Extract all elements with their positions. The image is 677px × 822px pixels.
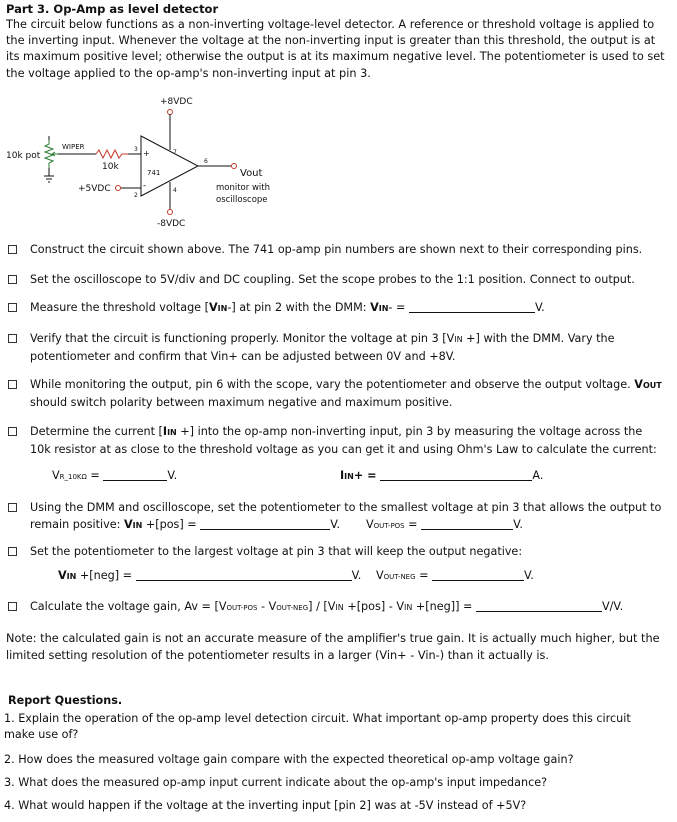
text: +] with the DMM. Vary the potentiometer and confirm that Vin+ can be adjusted between 0V and +8V.: [30, 332, 615, 363]
vcc-pos-terminal: [168, 110, 173, 115]
text: =: [404, 518, 422, 531]
text: V.: [330, 518, 340, 531]
vr-measurement-row: [52, 468, 177, 482]
text: V: [366, 518, 374, 531]
text: V: [370, 301, 379, 314]
pin4-label: 4: [173, 187, 177, 194]
step-text: [30, 423, 666, 458]
text: +[neg] =: [76, 569, 136, 582]
step-text: [30, 598, 666, 617]
checkbox[interactable]: [8, 503, 17, 512]
text: IN: [404, 603, 413, 612]
text: +[pos] =: [142, 518, 201, 531]
text: =: [86, 469, 104, 482]
text: =: [415, 569, 433, 582]
text: R_10KΩ: [59, 473, 87, 481]
intro-paragraph: The circuit below functions as a non-inverting voltage-level detector. A reference or threshold voltage is applied to the inverting input. Whenever the voltage at the non-inverting input is greater than this threshold, the output is at its maximum positive level; otherwise the output is at its maximum negative level. The potentiometer is used to set the voltage applied to the op-amp's non-inverting input at pin 3.: [6, 18, 665, 80]
text: Verify that the circuit is functioning properly. Monitor the voltage at pin 3 [V: [30, 332, 455, 345]
text: Calculate the voltage gain, Av = [V: [30, 600, 227, 613]
text: V: [58, 569, 67, 582]
checkbox[interactable]: [8, 303, 17, 312]
checkbox[interactable]: [8, 275, 17, 284]
answer-blank-gain[interactable]: [476, 599, 602, 612]
checkbox[interactable]: [8, 245, 17, 254]
report-question-1: 1. Explain the operation of the op-amp level detection circuit. What important op-amp property does this circuit make use of?: [4, 712, 631, 741]
text: IN: [344, 472, 354, 481]
ref-terminal: [116, 186, 121, 191]
report-questions-title: Report Questions.: [8, 694, 123, 707]
text: IN: [167, 428, 177, 437]
text: A.: [532, 469, 544, 482]
text: + =: [353, 469, 381, 482]
iin-measurement-row: [340, 468, 543, 482]
text: V: [634, 378, 643, 391]
pin6-label: 6: [204, 158, 208, 165]
opamp-label: 741: [147, 169, 161, 177]
vin-neg-row: [58, 568, 361, 582]
text: IN: [217, 304, 228, 313]
vout-neg-row: [376, 568, 534, 582]
opamp-plus-sign: +: [143, 149, 150, 158]
vout-terminal: [232, 164, 237, 169]
text: I: [340, 469, 345, 482]
step-text: [30, 376, 666, 411]
pin3-label: 3: [134, 146, 138, 153]
report-question-4: 4. What would happen if the voltage at the inverting input [pin 2] was at -5V instead of +5V?: [4, 799, 527, 812]
text: Determine the current [: [30, 425, 163, 438]
checkbox[interactable]: [8, 380, 17, 389]
text: IN: [66, 572, 77, 581]
ref-label: +5VDC: [78, 184, 111, 194]
step-text: Construct the circuit shown above. The 741 op-amp pin numbers are shown next to their corresponding pins.: [30, 243, 643, 256]
text: +[neg]] =: [412, 600, 476, 613]
text: +[pos] - V: [343, 600, 405, 613]
report-question-3: 3. What does the measured op-amp input current indicate about the op-amp's input impedance?: [4, 776, 548, 789]
text: IN: [335, 603, 344, 612]
text: IN: [132, 521, 143, 530]
text: OUT-POS: [226, 604, 258, 612]
note-paragraph: Note: the calculated gain is not an accurate measure of the amplifier's true gain. It is actually much higher, but the limited setting resolution of the potentiometer results in a larger (Vin+ - Vin-) than it actually is.: [6, 632, 660, 662]
text: -] at pin 2 with the DMM:: [227, 301, 371, 314]
resistor-label: 10k: [102, 162, 119, 172]
circuit-diagram: [0, 92, 677, 232]
monitor-label-line1: monitor with: [216, 183, 270, 193]
text: V: [376, 569, 384, 582]
text: should switch polarity between maximum negative and maximum positive.: [30, 396, 453, 409]
answer-blank-vin-minus[interactable]: [409, 300, 535, 313]
text: V.: [513, 518, 523, 531]
vout-label: Vout: [240, 168, 263, 179]
answer-blank-iin[interactable]: [380, 468, 532, 481]
text: V: [123, 518, 133, 531]
text: IN: [378, 304, 389, 313]
opamp-minus-sign: -: [143, 181, 147, 191]
pot-label: 10k pot: [6, 151, 41, 161]
checkbox[interactable]: [8, 334, 17, 343]
answer-blank-vout-pos[interactable]: [421, 517, 513, 530]
pin2-label: 2: [134, 192, 138, 199]
text: V.: [167, 469, 178, 482]
text: - V: [257, 600, 277, 613]
text: V.: [534, 301, 545, 314]
answer-blank-vout-neg[interactable]: [432, 568, 524, 581]
vcc-neg-label: -8VDC: [157, 219, 186, 229]
step-text: [30, 330, 666, 365]
text: V: [208, 301, 218, 314]
text: V.: [351, 569, 362, 582]
text: While monitoring the output, pin 6 with the scope, vary the potentiometer and observe the output voltage.: [30, 378, 635, 391]
monitor-label-line2: oscilloscope: [216, 195, 268, 205]
pin7-label: 7: [173, 149, 177, 156]
step-text: [30, 499, 666, 535]
text: V/V.: [601, 600, 624, 613]
text: Measure the threshold voltage [: [30, 301, 209, 314]
text: ] / [V: [308, 600, 336, 613]
text: OUT: [642, 381, 662, 390]
step-text: Set the oscilloscope to 5V/div and DC coupling. Set the scope probes to the 1:1 position. Connect to output.: [30, 273, 635, 286]
checkbox[interactable]: [8, 602, 17, 611]
text: OUT-NEG: [383, 573, 416, 581]
text: IN: [454, 335, 463, 344]
vcc-pos-label: +8VDC: [160, 97, 193, 107]
answer-blank-vin-neg[interactable]: [136, 568, 352, 581]
text: V.: [524, 569, 534, 582]
text: V: [52, 469, 60, 482]
text: I: [162, 425, 168, 438]
vcc-neg-terminal: [168, 210, 173, 215]
text: OUT-POS: [373, 522, 405, 530]
checkbox[interactable]: [8, 427, 17, 436]
step-text: Set the potentiometer to the largest voltage at pin 3 that will keep the output negative:: [30, 545, 523, 558]
answer-blank-vr[interactable]: [103, 468, 167, 481]
report-question-2: 2. How does the measured voltage gain compare with the expected theoretical op-amp voltage gain?: [4, 753, 574, 766]
section-title: Part 3. Op-Amp as level detector: [6, 2, 219, 16]
resistor-10k: [96, 150, 128, 158]
text: +] into the op-amp non-inverting input, pin 3 by measuring the voltage across the 10k resistor at as close to the threshold voltage as you can get it and using Ohm's Law to calculate the current:: [30, 425, 657, 456]
text: OUT-NEG: [276, 604, 309, 612]
step-text: [30, 299, 666, 317]
text: - =: [388, 301, 409, 314]
wiper-label: WIPER: [62, 143, 85, 151]
answer-blank-vin-pos[interactable]: [200, 517, 330, 530]
checkbox[interactable]: [8, 547, 17, 556]
text: Using the DMM and oscilloscope, set the potentiometer to the smallest voltage at pin 3 that allows the output to remain positive:: [30, 501, 662, 531]
